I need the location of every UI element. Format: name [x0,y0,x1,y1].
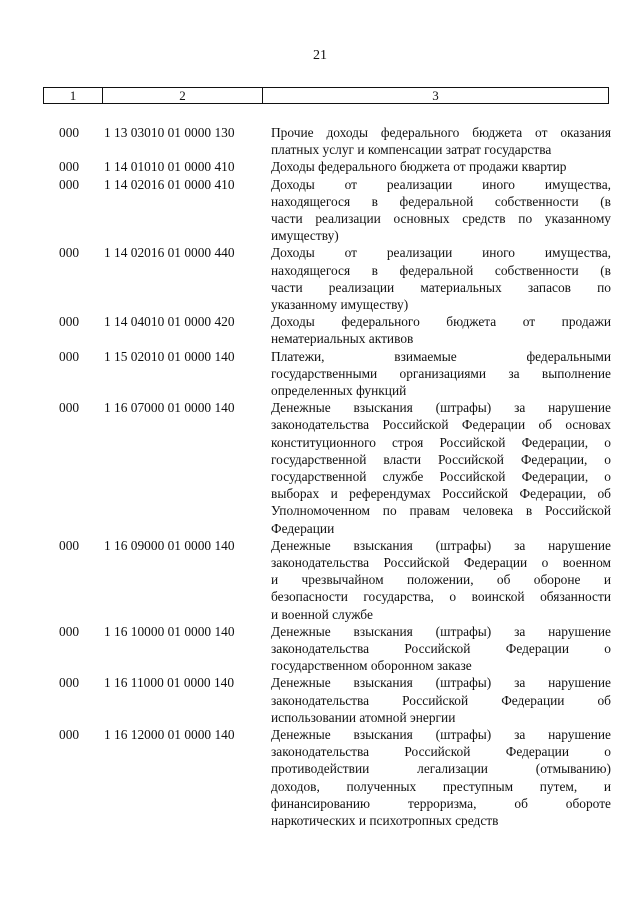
revenue-description [271,726,611,829]
description-line: нематериальных активов [271,331,414,347]
admin-code: 000 [59,726,80,742]
budget-classification-code: 1 14 01010 01 0000 410 [104,159,235,175]
table-row [0,399,640,537]
description-line: Уполномоченном по правам человека в Российской [271,503,611,519]
description-line: определенных функций [271,382,407,398]
admin-code: 000 [59,400,80,416]
description-line: части реализации материальных запасов по [271,279,611,295]
budget-classification-code: 1 16 12000 01 0000 140 [104,726,235,742]
description-line: Федерации [271,520,335,536]
budget-classification-code: 1 16 11000 01 0000 140 [104,675,235,691]
table-row [0,124,640,158]
admin-code: 000 [59,176,80,192]
description-line: законодательства Российской Федерации об основах [271,417,611,433]
budget-classification-code: 1 13 03010 01 0000 130 [104,125,235,140]
budget-classification-code: 1 15 02010 01 0000 140 [104,348,235,364]
description-line: Денежные взыскания (штрафы) за нарушение [271,726,611,742]
description-line: Доходы федерального бюджета от продажи [271,314,611,330]
revenue-description [271,674,611,726]
description-line: законодательства Российской Федерации о военном [271,554,611,570]
description-line: противодействии легализации (отмыванию) [271,761,611,777]
page-number: 21 [313,48,327,63]
description-line: выборах и референдумах Российской Федерации, об [271,486,611,502]
description-line: использовании атомной энергии [271,709,456,725]
description-line: Платежи, взимаемые федеральными [271,348,611,364]
description-line: Денежные взыскания (штрафы) за нарушение [271,400,611,416]
column-header-3: 3 [432,88,439,103]
revenue-code-table [0,124,640,829]
description-line: платных услуг и компенсации затрат государства [271,142,552,158]
description-line: государственной службе Российской Федерации, о [271,468,611,484]
admin-code: 000 [59,537,80,553]
table-row [0,244,640,313]
budget-classification-code: 1 14 02016 01 0000 440 [104,245,235,261]
description-line: Денежные взыскания (штрафы) за нарушение [271,623,611,639]
description-line: доходов, полученных преступным путем, и [271,778,611,794]
revenue-description [271,348,611,400]
revenue-description [271,623,611,675]
revenue-description [271,244,611,313]
revenue-description [271,537,611,623]
table-row [0,176,640,245]
admin-code: 000 [59,314,80,330]
description-line: законодательства Российской Федерации об [271,692,611,708]
description-line: находящегося в федеральной собственности (в [271,193,611,209]
admin-code: 000 [59,675,80,691]
budget-classification-code: 1 16 09000 01 0000 140 [104,537,235,553]
column-header-1: 1 [44,88,103,103]
budget-classification-code: 1 16 07000 01 0000 140 [104,400,235,416]
description-line: законодательства Российской Федерации о [271,744,611,760]
admin-code: 000 [59,125,80,140]
description-line: имуществу) [271,228,339,244]
budget-classification-code: 1 14 02016 01 0000 410 [104,176,235,192]
table-row [0,158,640,175]
table-row [0,674,640,726]
table-row [0,348,640,400]
description-line: государственными организациями за выполнение [271,365,611,381]
revenue-description [271,158,611,175]
column-header-2: 2 [103,88,263,103]
revenue-description [271,124,611,158]
admin-code: 000 [59,623,80,639]
description-line: конституционного строя Российской Федерации, о [271,434,611,450]
description-line: наркотических и психотропных средств [271,812,499,828]
table-row [0,537,640,623]
revenue-description [271,313,611,347]
description-line: части реализации основных средств по указанному [271,210,611,226]
description-line: Доходы федерального бюджета от продажи квартир [271,159,567,175]
budget-classification-code: 1 16 10000 01 0000 140 [104,623,235,639]
column-header-row [43,87,609,104]
description-line: указанному имуществу) [271,296,409,312]
revenue-description [271,399,611,537]
description-line: и военной службе [271,606,373,622]
admin-code: 000 [59,159,80,175]
description-line: безопасности государства, о воинской обязанности [271,589,611,605]
description-line: и чрезвычайном положении, об обороне и [271,572,611,588]
table-row [0,726,640,829]
description-line: Прочие доходы федерального бюджета от оказания [271,125,611,140]
description-line: находящегося в федеральной собственности (в [271,262,611,278]
description-line: финансированию терроризма, об обороте [271,795,611,811]
revenue-description [271,176,611,245]
description-line: государственной власти Российской Федерации, о [271,451,611,467]
table-row [0,313,640,347]
description-line: Доходы от реализации иного имущества, [271,176,611,192]
admin-code: 000 [59,348,80,364]
description-line: государственном оборонном заказе [271,658,472,674]
table-row [0,623,640,675]
budget-classification-code: 1 14 04010 01 0000 420 [104,314,235,330]
description-line: Денежные взыскания (штрафы) за нарушение [271,537,611,553]
description-line: законодательства Российской Федерации о [271,640,611,656]
admin-code: 000 [59,245,80,261]
description-line: Доходы от реализации иного имущества, [271,245,611,261]
description-line: Денежные взыскания (штрафы) за нарушение [271,675,611,691]
